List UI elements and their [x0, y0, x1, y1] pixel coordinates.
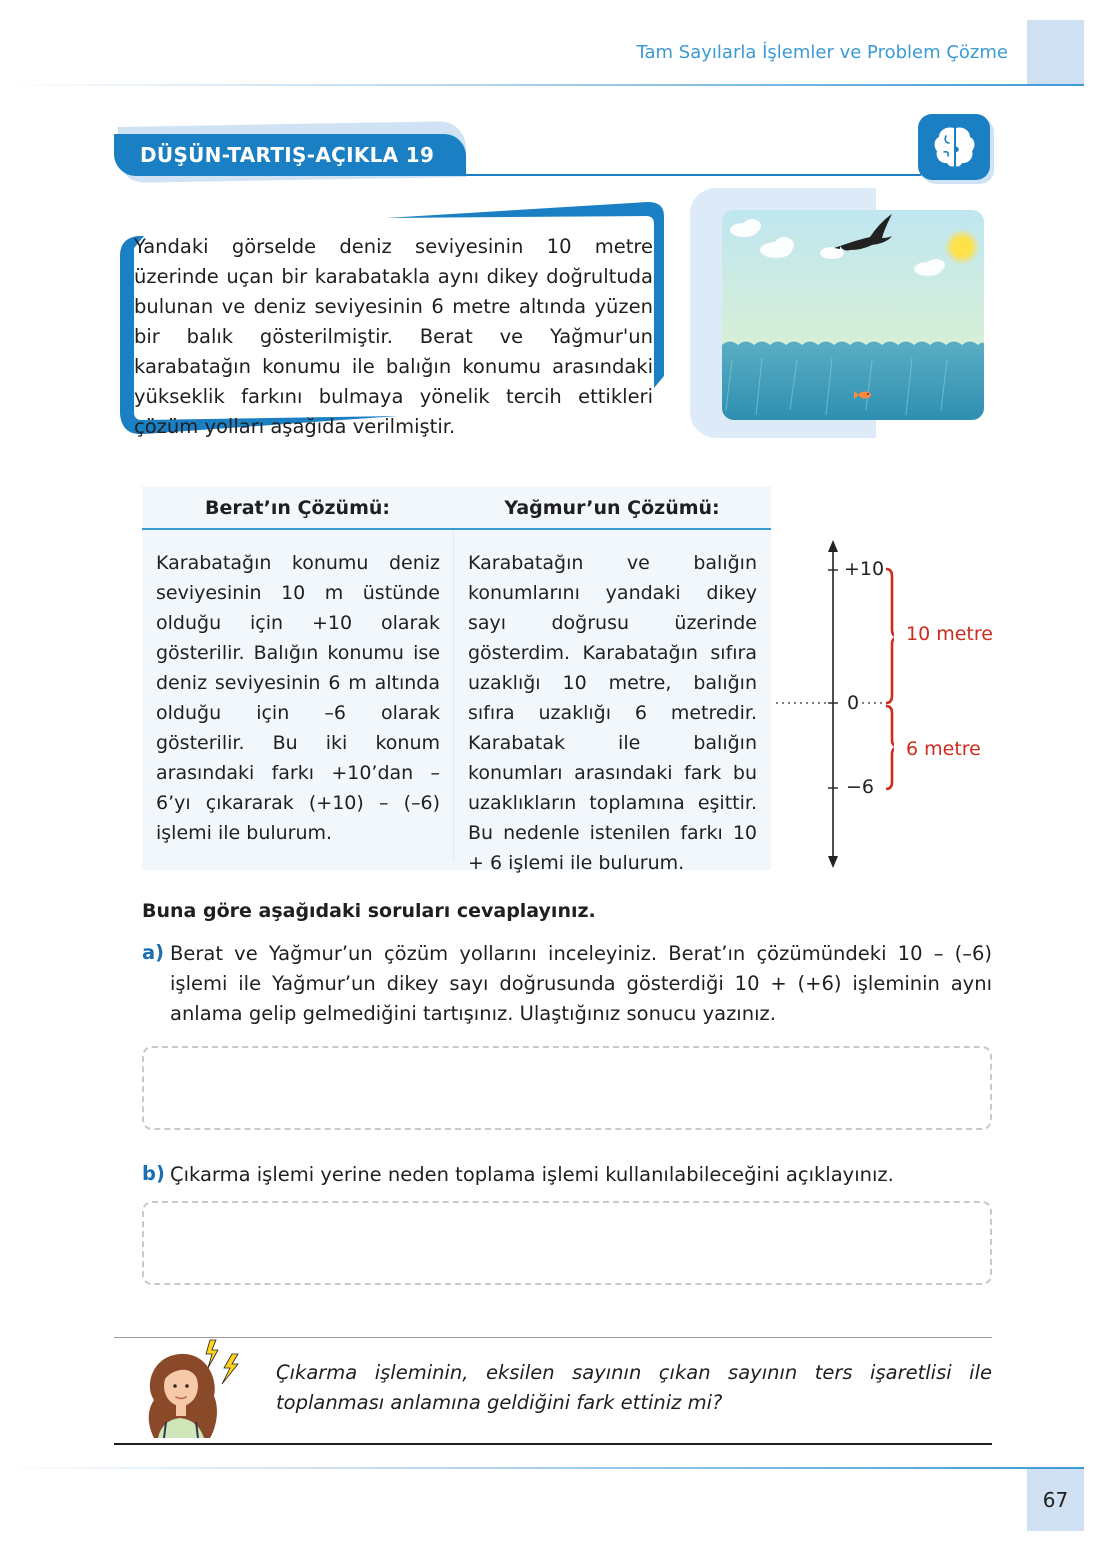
header-divider [0, 84, 1084, 86]
arrow-up-icon [828, 540, 838, 552]
lower-brace [886, 706, 894, 789]
solutions-column-divider [453, 530, 454, 860]
section-rule [466, 174, 921, 176]
yagmur-solution-title: Yağmur’un Çözümü: [504, 497, 720, 519]
berat-solution-text: Karabatağın konumu deniz seviyesinin 10 m üstünde olduğu için +10 olarak gösterilir. Balığın konumu ise deniz seviyesinin 6 m altında olduğu için –6 olarak gösterilir. Bu iki konum arasındaki farkı +10’dan –6’yı çıkararak (+10) – (–6) işlemi ile bulurum. [156, 552, 440, 844]
section-title: DÜŞÜN-TARTIŞ-AÇIKLA 19 [114, 134, 466, 176]
tip-text: Çıkarma işleminin, eksilen sayının çıkan sayının ters işaretlisi ile toplanması anlamına geldiğini fark ettiniz mi? [276, 1361, 992, 1414]
solutions-header-rule [142, 528, 771, 530]
vertical-number-line [774, 536, 894, 872]
questions-heading: Buna göre aşağıdaki soruları cevaplayınız. [142, 900, 596, 922]
yagmur-solution-text: Karabatağın ve balığın konumlarını yandaki dikey sayı doğrusu üzerinde gösterdim. Karabatağın sıfıra uzaklığı 10 metre, balığın sıfıra uzaklığı 6 metredir. Karabatak ile balığın konumları arasındaki fark bu uzaklıkların toplamına eşittir. Bu nedenle istenilen farkı 10 + 6 işlemi ile bulurum. [468, 552, 757, 874]
lightning-icon [206, 1340, 218, 1368]
question-b-text: Çıkarma işlemi yerine neden toplama işlemi kullanılabileceğini açıklayınız. [170, 1163, 894, 1186]
sea-illustration [722, 210, 984, 420]
berat-solution-title: Berat’ın Çözümü: [204, 497, 391, 519]
question-b-letter: b) [142, 1162, 165, 1185]
footer-divider [0, 1467, 1084, 1469]
upper-brace [886, 569, 894, 703]
question-a-text: Berat ve Yağmur’un çözüm yollarını inceleyiniz. Berat’ın çözümündeki 10 – (–6) işlemi ile Yağmur’un dikey sayı doğrusunda gösterdiği 10 + (+6) işleminin aynı anlama gelip gelmediğini tartışınız. Ulaştığınız sonucu yazınız. [170, 942, 992, 1025]
arrow-down-icon [828, 856, 838, 868]
tip-bottom-rule [114, 1443, 992, 1445]
answer-box-b[interactable] [142, 1201, 992, 1285]
number-line-label-minus-6: −6 [846, 776, 875, 798]
brain-puzzle-icon [918, 114, 990, 180]
lower-distance-label: 6 metre [906, 738, 981, 760]
number-line-label-plus-10: +10 [844, 558, 885, 580]
header-title: Tam Sayılarla İşlemler ve Problem Çözme [636, 42, 1008, 63]
header-tab [1027, 20, 1084, 86]
page-number: 67 [1042, 1488, 1069, 1512]
number-line-label-zero: 0 [847, 692, 860, 714]
question-a-letter: a) [142, 941, 165, 964]
sun-icon [944, 229, 980, 265]
girl-thinking-icon [140, 1338, 246, 1446]
intro-text: Yandaki görselde deniz seviyesinin 10 metre üzerinde uçan bir karabatakla aynı dikey doğrultuda bulunan ve deniz seviyesinin 6 metre altında yüzen bir balık gösterilmiştir. Berat ve Yağmur'un karabatağın konumu ile balığın konumu arasındaki yükseklik farkını bulmaya yönelik tercih ettikleri çözüm yolları aşağıda verilmiştir. [134, 235, 653, 438]
answer-box-a[interactable] [142, 1046, 992, 1130]
upper-distance-label: 10 metre [906, 623, 993, 645]
